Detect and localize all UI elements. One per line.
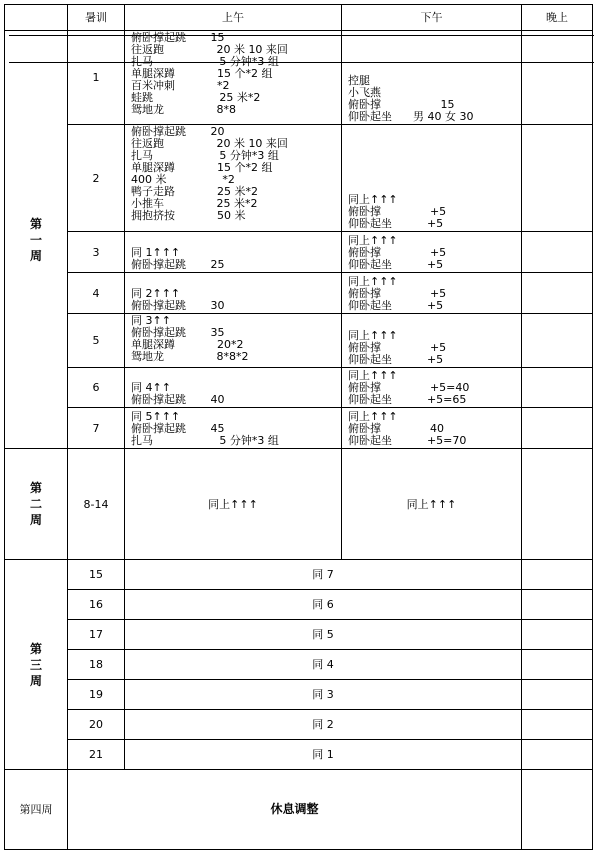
evening-cell (522, 740, 593, 770)
header-day: 暑训 (68, 5, 125, 31)
week-label-1: 第 一 周 (5, 31, 68, 449)
afternoon-cell: 同上↑↑↑ (342, 449, 522, 560)
table-row (5, 125, 593, 232)
evening-cell (522, 314, 593, 368)
table-row (5, 408, 593, 449)
table-row (5, 650, 593, 680)
week-label-4: 第四周 (5, 770, 68, 850)
header-afternoon: 下午 (342, 5, 522, 31)
week-label-3: 第 三 周 (5, 560, 68, 770)
content-cell: 同 1 (125, 740, 522, 770)
table-row (5, 560, 593, 590)
morning-cell: 同 1↑↑↑ 俯卧撑起跳 25 (125, 232, 342, 273)
day-cell: 17 (68, 620, 125, 650)
table-row (5, 449, 593, 560)
evening-cell (522, 680, 593, 710)
afternoon-cell: 同上↑↑↑ 俯卧撑 +5=40 仰卧起坐 +5=65 (342, 368, 522, 408)
table-row (5, 770, 593, 850)
table-row (5, 232, 593, 273)
table-row (5, 740, 593, 770)
morning-cell: 同上↑↑↑ (125, 449, 342, 560)
morning-cell: 同 3↑↑ 俯卧撑起跳 35 单腿深蹲 20*2 鸳地龙 8*8*2 (125, 314, 342, 368)
morning-cell: 同 4↑↑ 俯卧撑起跳 40 (125, 368, 342, 408)
day-cell: 5 (68, 314, 125, 368)
header-evening: 晚上 (522, 5, 593, 31)
day-cell: 3 (68, 232, 125, 273)
content-cell: 同 2 (125, 710, 522, 740)
day-cell: 19 (68, 680, 125, 710)
table-row (5, 590, 593, 620)
day-cell: 15 (68, 560, 125, 590)
day-cell: 18 (68, 650, 125, 680)
afternoon-cell: 同上↑↑↑ 俯卧撑 +5 仰卧起坐 +5 (342, 125, 522, 232)
afternoon-cell: 同上↑↑↑ 俯卧撑 +5 仰卧起坐 +5 (342, 273, 522, 314)
afternoon-cell: 同上↑↑↑ 俯卧撑 40 仰卧起坐 +5=70 (342, 408, 522, 449)
header-morning: 上午 (125, 5, 342, 31)
evening-cell (522, 620, 593, 650)
morning-cell: 俯卧撑起跳 20 往返跑 20 米 10 来回 扎马 5 分钟*3 组 单腿深蹲 15 个*2 组 400 米 *2 鸭子走路 25 米*2 小推车 25 米*2 拥抱挤按 50 米 (125, 125, 342, 232)
day-cell: 4 (68, 273, 125, 314)
afternoon-cell: 同上↑↑↑ 俯卧撑 +5 仰卧起坐 +5 (342, 232, 522, 273)
evening-cell (522, 273, 593, 314)
table-row (5, 368, 593, 408)
day-cell: 1 (68, 31, 125, 125)
day-cell: 16 (68, 590, 125, 620)
week-label-2: 第 二 周 (5, 449, 68, 560)
afternoon-cell: 控腿 小飞燕 俯卧撑 15 仰卧起坐 男 40 女 30 (342, 31, 522, 125)
morning-cell: 同 5↑↑↑ 俯卧撑起跳 45 扎马 5 分钟*3 组 (125, 408, 342, 449)
evening-cell (522, 232, 593, 273)
content-cell: 同 6 (125, 590, 522, 620)
evening-cell (522, 449, 593, 560)
table-row (5, 620, 593, 650)
day-cell: 8-14 (68, 449, 125, 560)
table-row (5, 314, 593, 368)
evening-cell (522, 408, 593, 449)
evening-cell (522, 650, 593, 680)
evening-cell (522, 368, 593, 408)
day-cell: 20 (68, 710, 125, 740)
evening-cell (522, 770, 593, 850)
evening-cell (522, 125, 593, 232)
content-cell: 同 7 (125, 560, 522, 590)
content-cell: 同 3 (125, 680, 522, 710)
day-cell: 2 (68, 125, 125, 232)
day-cell: 21 (68, 740, 125, 770)
training-schedule-table (4, 4, 593, 850)
content-cell: 同 4 (125, 650, 522, 680)
table-row (5, 710, 593, 740)
evening-cell (522, 560, 593, 590)
evening-cell (522, 710, 593, 740)
day-cell: 6 (68, 368, 125, 408)
morning-cell: 同 2↑↑↑ 俯卧撑起跳 30 (125, 273, 342, 314)
day-cell: 7 (68, 408, 125, 449)
table-row (5, 680, 593, 710)
morning-cell: 俯卧撑起跳 15 往返跑 20 米 10 来回 扎马 5 分钟*3 组 单腿深蹲 15 个*2 组 百米冲刺 *2 蛙跳 25 米*2 鸳地龙 8*8 (125, 31, 342, 125)
evening-cell (522, 590, 593, 620)
table-row (5, 273, 593, 314)
afternoon-cell: 同上↑↑↑ 俯卧撑 +5 仰卧起坐 +5 (342, 314, 522, 368)
content-cell: 同 5 (125, 620, 522, 650)
rest-cell: 休息调整 (68, 770, 522, 850)
